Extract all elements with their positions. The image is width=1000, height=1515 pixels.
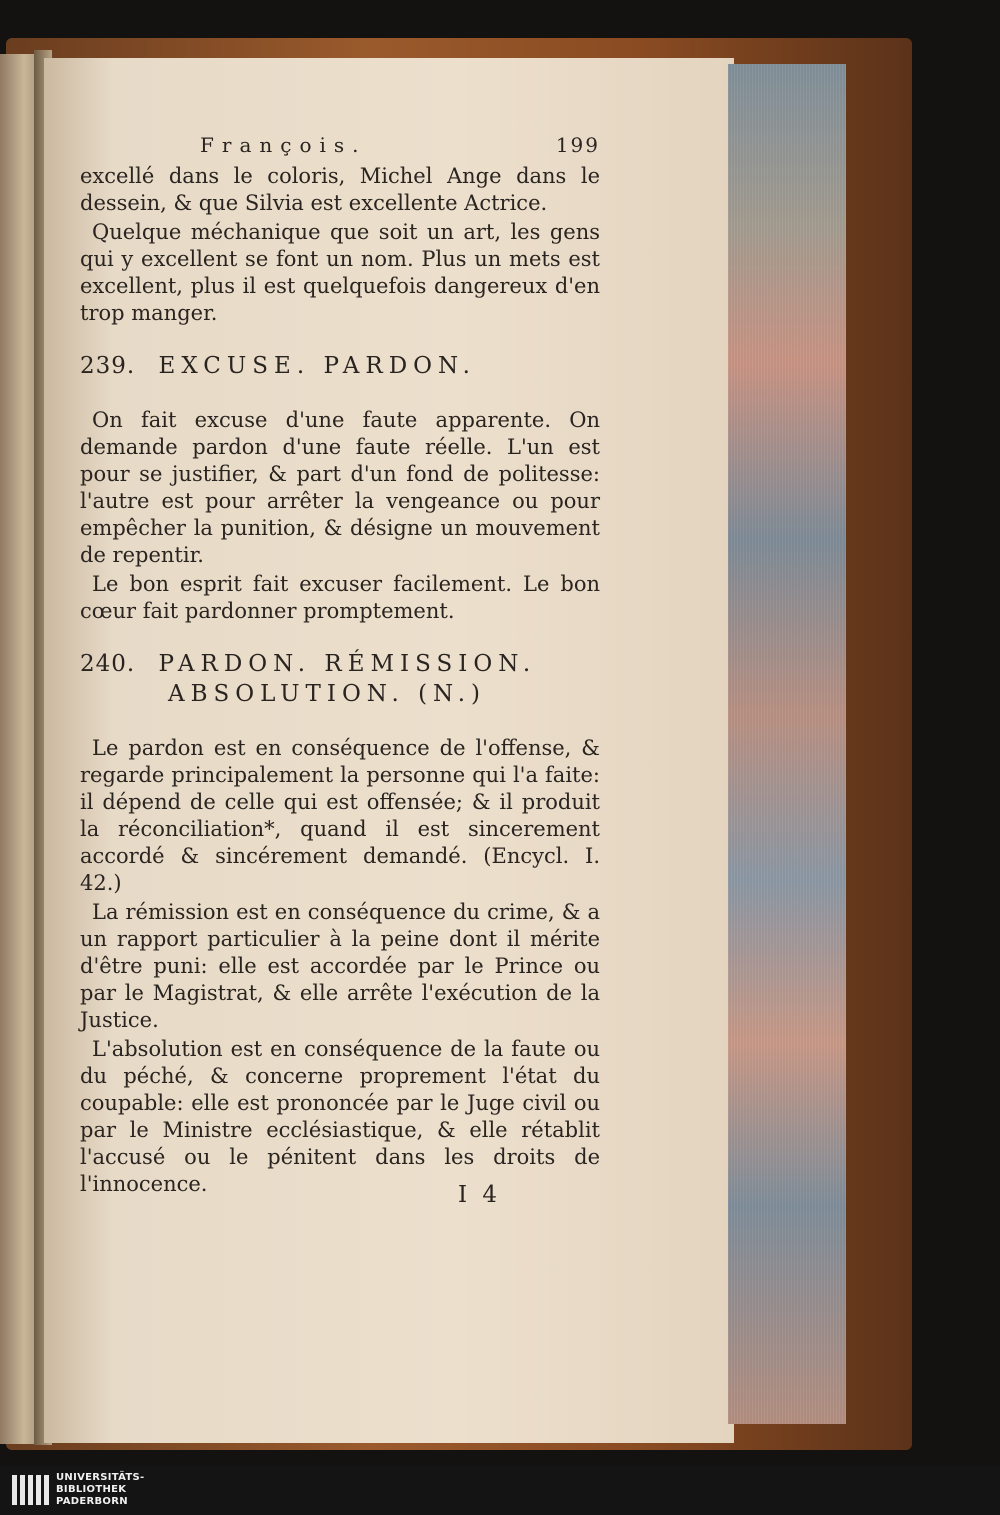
logo-line: UNIVERSITÄTS- [56, 1472, 145, 1483]
section-239-paragraph-2: Le bon esprit fait excuser facilement. Le bon cœur fait pardonner promptement. [80, 572, 600, 623]
section-title-continued: ABSOLUTION. (N.) [168, 681, 486, 707]
library-footer [0, 1465, 1000, 1515]
page-edges [728, 64, 846, 1424]
section-number: 240. [80, 651, 136, 677]
running-title: François. [200, 133, 367, 157]
section-title: PARDON. RÉMISSION. [158, 651, 537, 677]
intro-paragraph-2: Quelque méchanique que soit un art, les gens qui y excellent se font un nom. Plus un mets est excellent, plus il est quelquefois dangereux d'en trop manger. [80, 220, 600, 325]
library-logo-text [56, 1472, 145, 1508]
signature-mark: I 4 [458, 1182, 502, 1208]
section-239-paragraph-1: On fait excuse d'une faute apparente. On demande pardon d'une faute réelle. L'un est pour se justifier, & part d'un fond de politesse: l'autre est pour arrêter la vengeance ou pour empêcher la punition, & désigne un mouvement de repentir. [80, 408, 600, 567]
section-heading-239 [80, 351, 600, 381]
logo-line: BIBLIOTHEK [56, 1484, 127, 1495]
section-title: EXCUSE. PARDON. [158, 353, 476, 379]
section-number: 239. [80, 353, 136, 379]
intro-paragraph-1: excellé dans le coloris, Michel Ange dans le dessein, & que Silvia est excellente Actrice. [80, 164, 600, 215]
page-text [80, 132, 600, 1200]
section-240-paragraph-3: L'absolution est en conséquence de la faute ou du péché, & concerne proprement l'état du coupable: elle est prononcée par le Juge civil ou par le Ministre ecclésiastique, & elle rétablit l'accusé ou le pénitent dans les droits de l'innocence. [80, 1037, 600, 1196]
section-240-paragraph-1: Le pardon est en conséquence de l'offense, & regarde principalement la personne qui l'a faite: il dépend de celle qui est offensée; & il produit la réconciliation*, quand il est sincerement accordé & sincérement demandé. (Encycl. I. 42.) [80, 736, 600, 895]
library-logo-icon [12, 1475, 50, 1505]
logo-line: PADERBORN [56, 1496, 128, 1507]
running-head [200, 132, 600, 159]
section-heading-240 [80, 649, 600, 709]
section-240-paragraph-2: La rémission est en conséquence du crime, & a un rapport particulier à la peine dont il mérite d'être puni: elle est accordée par le Prince ou par le Magistrat, & elle arrête l'exécution de la Justice. [80, 900, 600, 1032]
page-number: 199 [555, 133, 600, 157]
